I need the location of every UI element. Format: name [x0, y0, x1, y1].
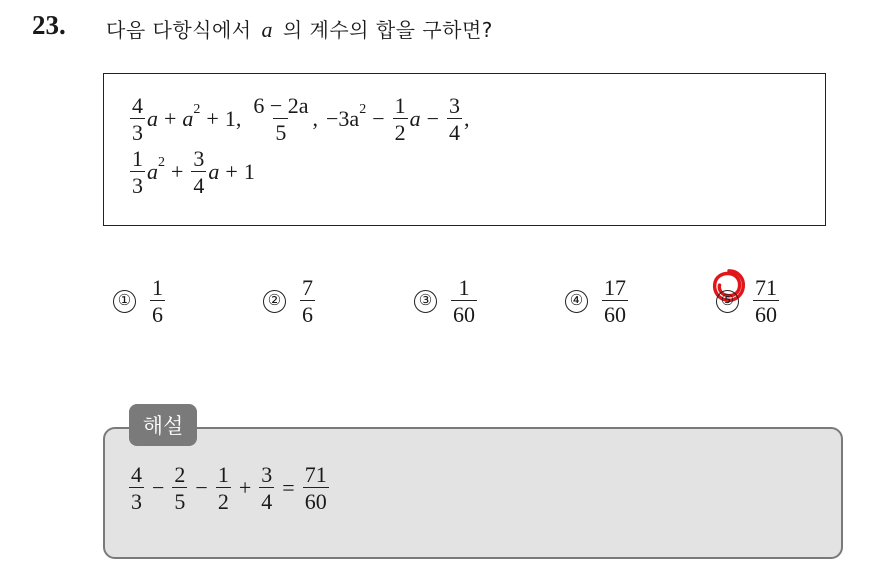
p4-op2: +: [225, 159, 238, 185]
question-number: 23.: [32, 10, 66, 40]
solution-op: +: [238, 475, 252, 501]
p4-coefficient: [130, 147, 145, 197]
choice-fraction: [602, 276, 628, 326]
choice-fraction: [300, 276, 315, 326]
p3-k-den: 4: [449, 120, 461, 146]
p1-op1: +: [164, 106, 177, 132]
p1-coefficient: [130, 94, 145, 144]
choice-den: 60: [755, 302, 777, 328]
solution-op: =: [282, 475, 295, 501]
p1-var2: a: [182, 106, 194, 132]
choice-number: ⑤: [716, 290, 739, 313]
answer-choices: [113, 276, 813, 336]
p1-op2: +: [206, 106, 219, 132]
solution-term: [216, 463, 231, 513]
p4-op1: +: [171, 159, 184, 185]
p1-exp: 2: [193, 102, 201, 118]
p3-op2: −: [426, 106, 440, 132]
choice-den: 60: [453, 302, 475, 328]
p4-var: a: [147, 159, 158, 185]
choice-number: ②: [263, 290, 286, 313]
choice-num: 1: [458, 275, 470, 300]
p2-den: 5: [275, 120, 287, 146]
p3-sep: ,: [464, 106, 470, 132]
choice-number: ③: [414, 290, 437, 313]
p4-exp: 2: [158, 155, 165, 171]
p1-const: 1: [224, 106, 236, 132]
choice-fraction: [753, 276, 779, 326]
choice-fraction: [150, 276, 165, 326]
choice-num: 71: [755, 275, 777, 300]
choice-num: 17: [604, 275, 626, 300]
p3-coefficient: [393, 94, 408, 144]
p4-d-num: 3: [193, 146, 205, 171]
solution-equation: [127, 463, 331, 513]
p3-lead: −3a: [326, 106, 360, 132]
solution-term: [172, 463, 187, 513]
p4-var2: a: [208, 159, 220, 185]
p3-var: a: [409, 106, 421, 132]
question-text-before: 다음 다항식에서: [106, 18, 252, 42]
solution-term: [259, 463, 274, 513]
choice-4[interactable]: [565, 276, 630, 326]
choice-2[interactable]: [263, 276, 317, 326]
term-den: 5: [174, 489, 186, 515]
p3-constant: [447, 94, 462, 144]
p3-exp: 2: [359, 102, 367, 118]
choice-5[interactable]: [716, 276, 781, 326]
p4-c-num: 1: [132, 146, 143, 171]
question-text-after: 의 계수의 합을 구하면?: [282, 18, 493, 42]
term-num: 4: [131, 462, 142, 487]
polynomial-line-2: [128, 147, 255, 197]
p2-sep: ,: [312, 106, 319, 132]
choice-num: 7: [302, 275, 313, 300]
p3-c-num: 1: [394, 93, 406, 118]
choice-den: 6: [152, 302, 163, 328]
term-num: 71: [304, 462, 327, 487]
p1-coef-den: 3: [132, 120, 143, 146]
choice-den: 60: [604, 302, 626, 328]
choice-number: ①: [113, 290, 136, 313]
term-num: 2: [174, 462, 186, 487]
p3-op1: −: [372, 106, 385, 132]
term-num: 1: [217, 462, 229, 487]
p2-fraction: [251, 94, 310, 144]
choice-num: 1: [152, 275, 163, 300]
term-num: 3: [261, 462, 273, 487]
solution-op: −: [152, 475, 165, 501]
p4-c-den: 3: [132, 173, 143, 199]
choice-den: 6: [302, 302, 313, 328]
solution-term: [129, 463, 144, 513]
polynomial-box: [103, 73, 826, 226]
question-text: [106, 14, 493, 43]
p1-var: a: [147, 106, 158, 132]
solution-op: −: [195, 475, 208, 501]
term-den: 2: [217, 489, 229, 515]
p4-d-den: 4: [193, 173, 205, 199]
p3-c-den: 2: [394, 120, 406, 146]
polynomial-line-1: [128, 94, 470, 144]
term-den: 60: [304, 489, 327, 515]
choice-1[interactable]: [113, 276, 167, 326]
term-den: 4: [261, 489, 273, 515]
p1-sep: ,: [235, 106, 242, 132]
p4-coefficient-2: [191, 147, 206, 197]
choice-3[interactable]: [414, 276, 479, 326]
p2-num: 6 − 2a: [253, 93, 309, 118]
choice-number: ④: [565, 290, 588, 313]
p1-coef-num: 4: [132, 93, 143, 118]
p4-const: 1: [243, 159, 255, 185]
solution-tab: 해설: [129, 404, 197, 446]
p3-k-num: 3: [449, 93, 461, 118]
question-variable: a: [261, 17, 273, 42]
choice-fraction: [451, 276, 477, 326]
solution-box: [103, 427, 843, 559]
term-den: 3: [131, 489, 142, 515]
solution-result: [303, 463, 329, 513]
